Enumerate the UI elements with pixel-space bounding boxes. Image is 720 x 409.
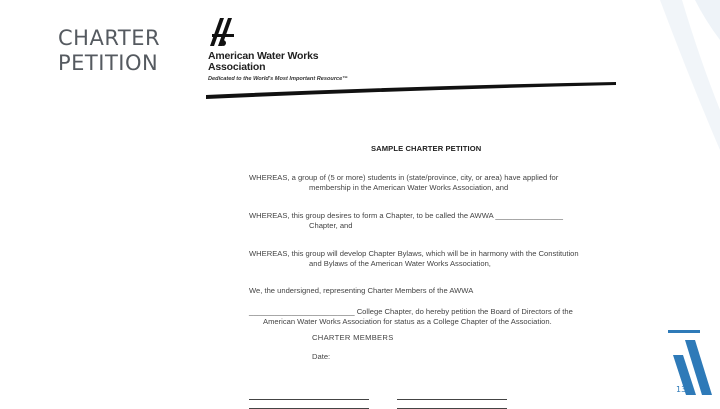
petition-statement — [249, 307, 573, 326]
slide-title-line1: CHARTER — [58, 26, 161, 50]
petition-line2: American Water Works Association for status as a College Chapter of the Association. — [263, 316, 552, 326]
org-name-line1: American Water Works — [208, 50, 319, 62]
signature-line — [397, 399, 507, 400]
org-tagline: Dedicated to the World's Most Important Resource™ — [208, 76, 348, 82]
slide-title — [58, 26, 160, 76]
document-title: SAMPLE CHARTER PETITION — [371, 144, 482, 153]
whereas-1-line1: WHEREAS, a group of (5 or more) students in (state/province, city, or area) have applied for — [249, 173, 559, 182]
whereas-2-line2: Chapter, and — [309, 220, 353, 230]
org-name — [208, 51, 318, 73]
slide-title-line2: PETITION — [58, 51, 159, 75]
awwa-logo-icon — [208, 16, 238, 46]
undersigned-statement: We, the undersigned, representing Charter Members of the AWWA — [249, 286, 474, 295]
page-number: 13 — [676, 385, 687, 394]
header-swoosh-rule — [206, 80, 616, 104]
petition-line1: _________________________ College Chapter, do hereby petition the Board of Directors of the — [249, 307, 573, 316]
charter-members-heading: CHARTER MEMBERS — [312, 333, 394, 342]
whereas-paragraph-3 — [249, 249, 579, 268]
whereas-3-line2: and Bylaws of the American Water Works Association, — [309, 258, 491, 268]
whereas-paragraph-1 — [249, 173, 558, 192]
whereas-paragraph-2 — [249, 211, 563, 230]
signature-line — [249, 399, 369, 400]
date-label: Date: — [312, 352, 331, 361]
whereas-1-line2: membership in the American Water Works Association, and — [309, 182, 509, 192]
whereas-3-line1: WHEREAS, this group will develop Chapter Bylaws, which will be in harmony with the Constitution — [249, 249, 579, 258]
whereas-2-line1: WHEREAS, this group desires to form a Chapter, to be called the AWWA ________________ — [249, 211, 563, 220]
charter-petition-document — [200, 10, 620, 405]
org-name-line2: Association — [208, 61, 266, 73]
